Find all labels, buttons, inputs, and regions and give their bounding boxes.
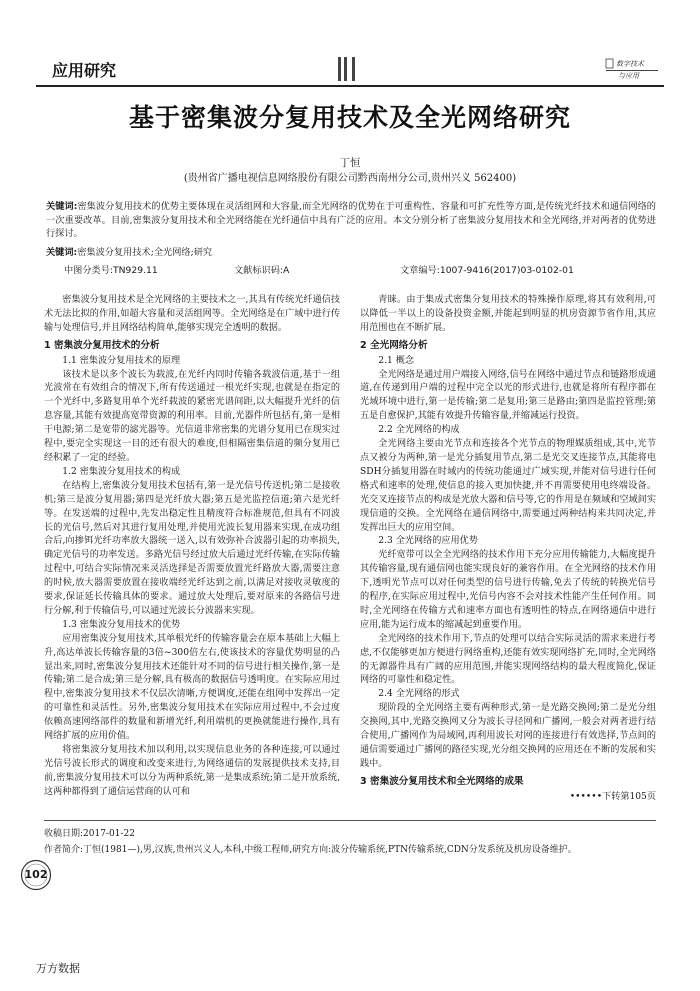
subsection-heading: 2.2 全光网络的构成 bbox=[378, 425, 460, 436]
section-heading: 2 全光网络分析 bbox=[360, 339, 428, 351]
paragraph: 现阶段的全光网络主要有两种形式,第一是光路交换网;第二是光分组交换网,其中,光路交换网又分为波长寻径网和广播网,一般会对两者进行结合使用,广播网作为局域网,再利用波长对网的连接进行有效选择,节点间的通信需要通过广播网的路径实现,光分组交换网的应用还在不断的发展和实践中。 bbox=[360, 703, 656, 769]
paragraph: 将密集波分复用技术加以利用,以实现信息业务的各种连接,可以通过光信号波长形式的调度和改变来进行,为网络通信的发展提供技术支持,目前,密集波分复用技术可以分为两种系统,第一是集成系统;第二是开放系统,这两种都得到了通信运营商的认可和 bbox=[44, 745, 340, 797]
abstract-label: 关键词: bbox=[46, 201, 78, 212]
clc-number: 中图分类号:TN929.11 bbox=[64, 265, 158, 276]
author-bio: 作者简介:丁恒(1981—),男,汉族,贵州兴义人,本科,中级工程师,研究方向:波分传输系统,PTN传输系统,CDN分发系统及机房设备维护。 bbox=[44, 845, 577, 855]
journal-brand bbox=[604, 56, 660, 83]
paragraph: 全光网络是通过用户端接入网络,信号在网络中通过节点和链路形成通道,在传递到用户端的过程中完全以光的形式进行,也就是将所有程序都在光域环境中进行,第一是传输;第二是复用;第三是路由;第四是监控管理;第五是自愈保护,其能有效提升传输容量,并缩减运行投资。 bbox=[360, 369, 656, 422]
paragraph: 密集波分复用技术是全光网络的主要技术之一,其具有传统光纤通信技术无法比拟的作用,如超大容量和灵活组网等。全光网络是在广域中进行传输与处理信号,并且网络结构简单,能够实现完全透明的数据。 bbox=[44, 295, 340, 333]
affiliation: (贵州省广播电视信息网络股份有限公司黔西南州分公司,贵州兴义 562400) bbox=[183, 173, 517, 184]
brand-line-2: 与应用 bbox=[618, 72, 639, 80]
abstract bbox=[46, 200, 656, 241]
section-label: 应用研究 bbox=[52, 61, 117, 80]
header-divider-bar bbox=[338, 57, 341, 81]
keywords-text: 密集波分复用技术;全光网络;研究 bbox=[77, 247, 213, 258]
author: 丁恒 bbox=[339, 157, 361, 169]
document-code: 文献标识码:A bbox=[234, 265, 290, 276]
section-heading: 1 密集波分复用技术的分析 bbox=[44, 339, 160, 351]
header-rule bbox=[36, 85, 664, 87]
subsection-heading: 1.3 密集波分复用技术的优势 bbox=[62, 619, 181, 630]
header-divider-bar bbox=[352, 57, 355, 81]
page-number: 102 bbox=[24, 868, 48, 881]
continued-note: ••••••下转第105页 bbox=[569, 791, 656, 802]
abstract-text: 密集波分复用技术的优势主要体现在灵活组网和大容量,而全光网络的优势在于可重构性、容量和可扩充性等方面,是传统光纤技术和通信网络的一次重要改革。目前,密集波分复用技术和全光网络能在光纤通信中具有广泛的应用。本文分别分析了密集波分复用技术和全光网络,并对两者的优势进行探讨。 bbox=[46, 201, 656, 240]
subsection-heading: 2.1 概念 bbox=[378, 355, 414, 366]
footnote-rule bbox=[44, 820, 656, 821]
paragraph: 光纤宽带可以全全光网络的技术作用下充分应用传输能力,大幅度提升其传输容量,现有通信网也能实现良好的兼容作用。在全光网络的技术作用下,透明光节点可以对任何类型的信号进行传输,免去了传统的转换光信号的程序,在实际应用过程中,光信号内容不会对技术性能产生任何作用。同时,全光网络在传输方式和速率方面也有透明性的特点,在网络通信中进行应用,能为运行成本的缩减起到重要作用。 bbox=[360, 550, 656, 630]
brand-line-1: 数字技术 bbox=[616, 60, 644, 68]
paragraph: 应用密集波分复用技术,其单根光纤的传输容量会在原本基础上大幅上升,高达单波长传输容量的3倍~300倍左右,使该技术的容量优势明显的凸显出来,同时,密集波分复用技术还能针对不同的信号进行相关操作,第一是传输;第二是合成;第三是分解,具有极高的数据信号透明度。在实际应用过程中,密集波分复用技术不仅层次清晰,方便调度,还能在组网中发挥出一定的可靠性和灵活性。另外,密集波分复用技术在实际应用过程中,不会过度依赖高速网络部件的数量和新增光纤,利用端机的更换就能进行操作,具有网络扩展的应用价值。 bbox=[44, 633, 340, 742]
keywords-label: 关键词: bbox=[46, 247, 78, 258]
paragraph: 在结构上,密集波分复用技术包括有,第一是光信号传送机;第二是接收机;第三是波分复用器;第四是光纤放大器;第五是光监控信道;第六是光纤等。在发送端的过程中,先发出稳定性且精度符合标准规范,但具有不同波长的光信号,然后对其进行复用处理,并使用光波长复用器来实现,在成功组合后,向掺铒光纤功率放大器统一送入,以有效弥补合波器引起的功率损失,确定光信号的功率发送。多路光信号经过放大后通过光纤传输,在实际传输过程中,可结合实际情况来灵活选择是否需要放置光纤路放大器,需要注意的时候,放大器需要放置在接收端经光纤达到之前,以满足对接收灵敏度的要求,保证延长传输具体的要求。通过放大处理后,要对原来的各路信号进行分解,利于传输信号,可以通过光波长分波器来实现。 bbox=[44, 480, 340, 616]
watermark: 万方数据 bbox=[36, 962, 80, 975]
subsection-heading: 1.1 密集波分复用技术的原理 bbox=[62, 355, 181, 366]
subsection-heading: 1.2 密集波分复用技术的构成 bbox=[62, 466, 181, 477]
right-column bbox=[360, 294, 656, 805]
paragraph: 青睐。由于集成式密集分复用技术的特殊操作原理,将其有效利用,可以降低一半以上的设备投资金额,并能起到明显的机房资源节省作用,其应用范围也在不断扩展。 bbox=[360, 295, 656, 333]
section-heading: 3 密集波分复用技术和全光网络的成果 bbox=[360, 775, 524, 787]
subsection-heading: 2.3 全光网络的应用优势 bbox=[378, 536, 478, 547]
article-number: 文章编号:1007-9416(2017)03-0102-01 bbox=[400, 265, 574, 276]
paragraph: 全光网络的技术作用下,节点的处理可以结合实际灵活的需求来进行考虑,不仅能够更加方便进行网络重构,还能有效实现网络扩充,同时,全光网络的无源器件具有广阔的应用范围,并能实现网络结构的最大程度简化,保证网络的可靠性和稳定性。 bbox=[360, 633, 656, 686]
keywords bbox=[46, 246, 656, 259]
received-date: 收稿日期:2017-01-22 bbox=[44, 829, 135, 839]
left-column bbox=[44, 294, 340, 800]
paragraph: 全光网络主要由光节点和连接各个光节点的物理媒质组成,其中,光节点又被分为两种,第一是光分插复用节点,第二是光交叉连接节点,其能将电SDH分插复用器在时域内的传统功能通过广域实现,并能对信号进行任何格式和速率的处理,使信息的接入更加快捷,并不再需要使用电终端设备。光交叉连接节点的构成是光放大器和信号等,它的作用是在频域和空域间实现信道的交换。全光网络在通信网络中,需要通过两种结构来共同决定,并发挥出巨大的应用空间。 bbox=[360, 439, 656, 533]
paper-title: 基于密集波分复用技术及全光网络研究 bbox=[128, 103, 571, 132]
subsection-heading: 2.4 全光网络的形式 bbox=[378, 689, 460, 700]
paragraph: 该技术是以多个波长为载波,在光纤内同时传输各载波信道,基于一组光波常在有效组合的情况下,所有传送通过一根光纤实现,也就是在指定的一个光纤中,多路复用单个光纤载波的紧密光谱间距,以大幅提升光纤的信息容量,其能有效提高宽带资源的利用率。目前,光器件所包括有,第一是相干电源;第二是宽带的滤光器等。光信道非常密集的光谱分复用已在现实过程中,要完全实现这一目的还有很大的难度,但相隔密集信道的频分复用已经积累了一定的经验。 bbox=[44, 369, 340, 463]
header-divider-bar bbox=[344, 57, 347, 81]
